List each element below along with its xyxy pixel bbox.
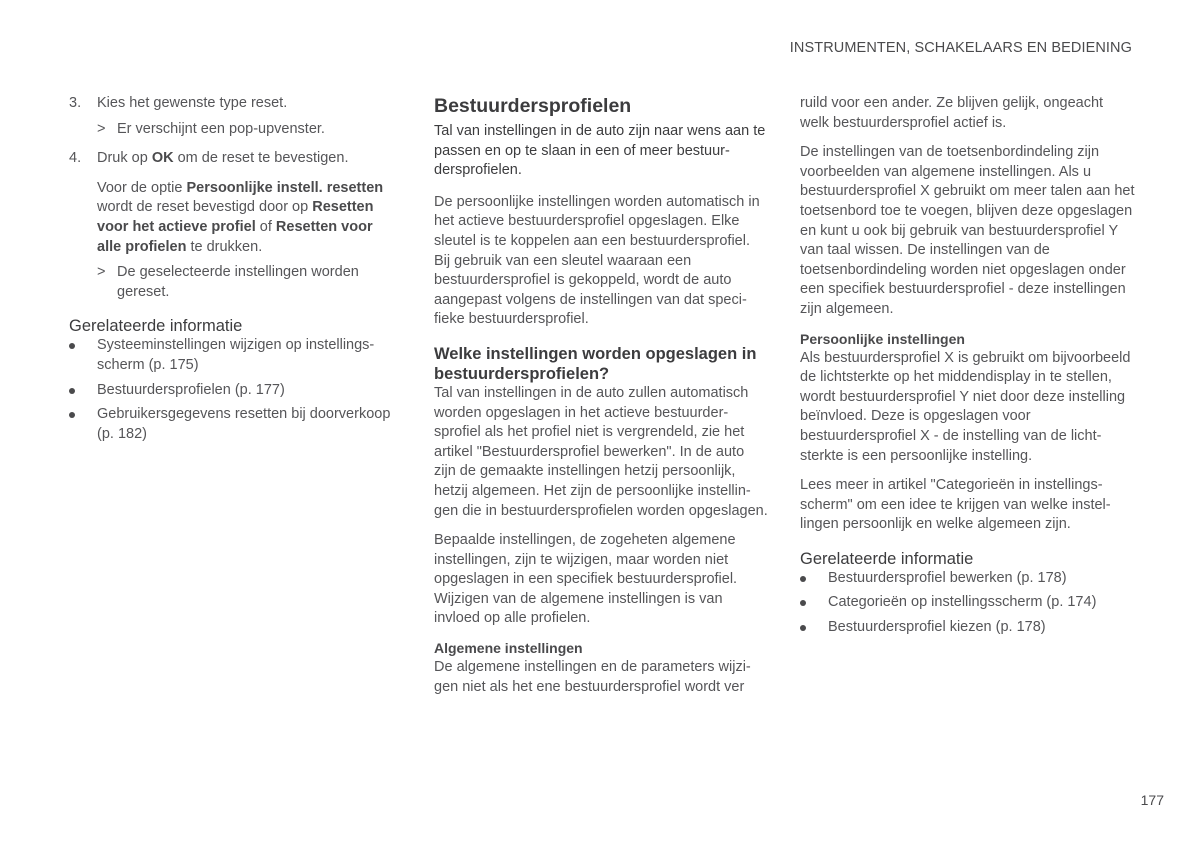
- result-text: Er verschijnt een pop-upvenster.: [117, 120, 325, 137]
- bullet-icon: [69, 388, 75, 394]
- step-text-pre: Druk op: [97, 150, 152, 167]
- option-text: wordt de reset bevestigd door op: [97, 199, 313, 216]
- bullet-icon: [800, 600, 806, 606]
- paragraph: Tal van instellingen in de auto zullen automatisch worden opgeslagen in het actieve bestuurdersprofiel als het profiel niet is vergrendeld, zie het artikel "Bestuurdersprofiel bewerken". In de auto zijn de gemaakte instellingen hetzij persoonlijk, hetzij algemeen. Het zijn de persoonlijke instellingen die in bestuurdersprofielen worden opgeslagen.: [434, 384, 768, 519]
- bullet-icon: [69, 343, 75, 349]
- related-link-text: Gebruikersgegevens resetten bij doorverkoop (p. 182): [97, 406, 391, 442]
- bullet-icon: [69, 412, 75, 418]
- step-result: [69, 120, 394, 140]
- result-arrow-icon: >: [97, 120, 106, 137]
- related-link[interactable]: [69, 336, 394, 375]
- column-right: [800, 94, 1135, 643]
- related-list: [800, 569, 1135, 638]
- paragraph: Bepaalde instellingen, de zogeheten algemene instellingen, zijn te wijzigen, maar worden niet opgeslagen in een specifiek bestuurdersprofiel. Wijzigen van de algemene instellingen is van invloed op alle profielen.: [434, 532, 738, 627]
- option-text: te drukken.: [186, 238, 263, 255]
- related-link-text: Bestuurdersprofielen (p. 177): [97, 381, 285, 398]
- paragraph: Lees meer in artikel "Categorieën in instellingsscherm" om een idee te krijgen van welke instellingen persoonlijk en welke algemeen zijn.: [800, 477, 1111, 533]
- option-label-active-profile: Resetten voor het actieve profiel: [97, 199, 374, 235]
- section-title: Bestuurdersprofielen: [434, 95, 632, 117]
- bullet-icon: [800, 576, 806, 582]
- related-title: Gerelateerde informatie: [69, 317, 243, 336]
- step-text: Kies het gewenste type reset.: [97, 95, 288, 111]
- related-link-text: Categorieën op instellingsscherm (p. 174): [828, 594, 1097, 611]
- related-link-text: Bestuurdersprofiel bewerken (p. 178): [828, 569, 1067, 586]
- option-label-all-profiles: Resetten voor alle profielen: [97, 218, 373, 255]
- paragraph: ruild voor een ander. Ze blijven gelijk, ongeacht welk bestuurdersprofiel actief is.: [800, 95, 1104, 131]
- step-number: 4.: [69, 150, 82, 167]
- paragraph: De instellingen van de toetsenbordindeling zijn voorbeelden van algemene instellingen. Als u bestuurdersprofiel X gebruikt om meer talen aan het toetsenbord toe te voegen, blijven deze opgeslagen en kunt u ook bij gebruik van bestuurdersprofiel Y van taal wissen. De instellingen van de toetsenbordindeling worden niet opgeslagen onder een specifiek bestuurdersprofiel - deze instellingen zijn algemeen.: [800, 144, 1135, 317]
- related-link-text: Bestuurdersprofiel kiezen (p. 178): [828, 619, 1046, 636]
- subheading: Algemene instellingen: [434, 640, 583, 657]
- option-text: Voor de optie: [97, 179, 187, 196]
- option-text: of: [255, 218, 276, 235]
- related-link[interactable]: [69, 381, 394, 401]
- page-number: 177: [1140, 792, 1164, 808]
- result-arrow-icon: >: [97, 264, 106, 281]
- related-link-text: Systeeminstellingen wijzigen op instellingsscherm (p. 175): [97, 337, 375, 373]
- option-result: [69, 263, 394, 302]
- option-description: [69, 179, 394, 257]
- related-link[interactable]: [800, 593, 1135, 613]
- bullet-icon: [800, 625, 806, 631]
- related-list: [69, 336, 394, 444]
- step-3: [69, 94, 394, 114]
- subsection-title: Welke instellingen worden opgeslagen in bestuurdersprofielen?: [434, 344, 757, 383]
- result-text: De geselecteerde instellingen worden gereset.: [117, 264, 359, 300]
- column-left: [69, 94, 394, 449]
- step-4: [69, 149, 394, 169]
- step-number: 3.: [69, 95, 82, 111]
- related-link[interactable]: [800, 569, 1135, 589]
- column-middle: [434, 94, 768, 707]
- subheading: Persoonlijke instellingen: [800, 330, 965, 347]
- related-link[interactable]: [800, 618, 1135, 638]
- step-text-post: om de reset te bevestigen.: [173, 150, 349, 167]
- section-intro: Tal van instellingen in de auto zijn naar wens aan te passen en op te slaan in een of meer bestuurdersprofielen.: [434, 123, 766, 179]
- page-header: INSTRUMENTEN, SCHAKELAARS EN BEDIENING: [789, 40, 1132, 56]
- related-link[interactable]: [69, 405, 394, 444]
- paragraph: Als bestuurdersprofiel X is gebruikt om bijvoorbeeld de lichtsterkte op het middendisplay in te stellen, wordt bestuurdersprofiel Y niet door deze instelling beïnvloed. Deze is opgeslagen voor bestuurdersprofiel X - de instelling van de lichtsterkte is een persoonlijke instelling.: [800, 349, 1131, 464]
- ok-label: OK: [151, 150, 174, 167]
- related-title: Gerelateerde informatie: [800, 549, 974, 568]
- paragraph: De persoonlijke instellingen worden automatisch in het actieve bestuurdersprofiel opgeslagen. Elke sleutel is te koppelen aan een bestuurdersprofiel. Bij gebruik van een sleutel waaraan een bestuurdersprofiel is gekoppeld, wordt de auto aangepast volgens de instellingen van dat specifieke bestuurdersprofiel.: [434, 193, 760, 328]
- option-label-reset: Persoonlijke instell. resetten: [186, 179, 384, 196]
- paragraph: De algemene instellingen en de parameters wijzigen niet als het ene bestuurdersprofiel wordt ver: [434, 659, 751, 695]
